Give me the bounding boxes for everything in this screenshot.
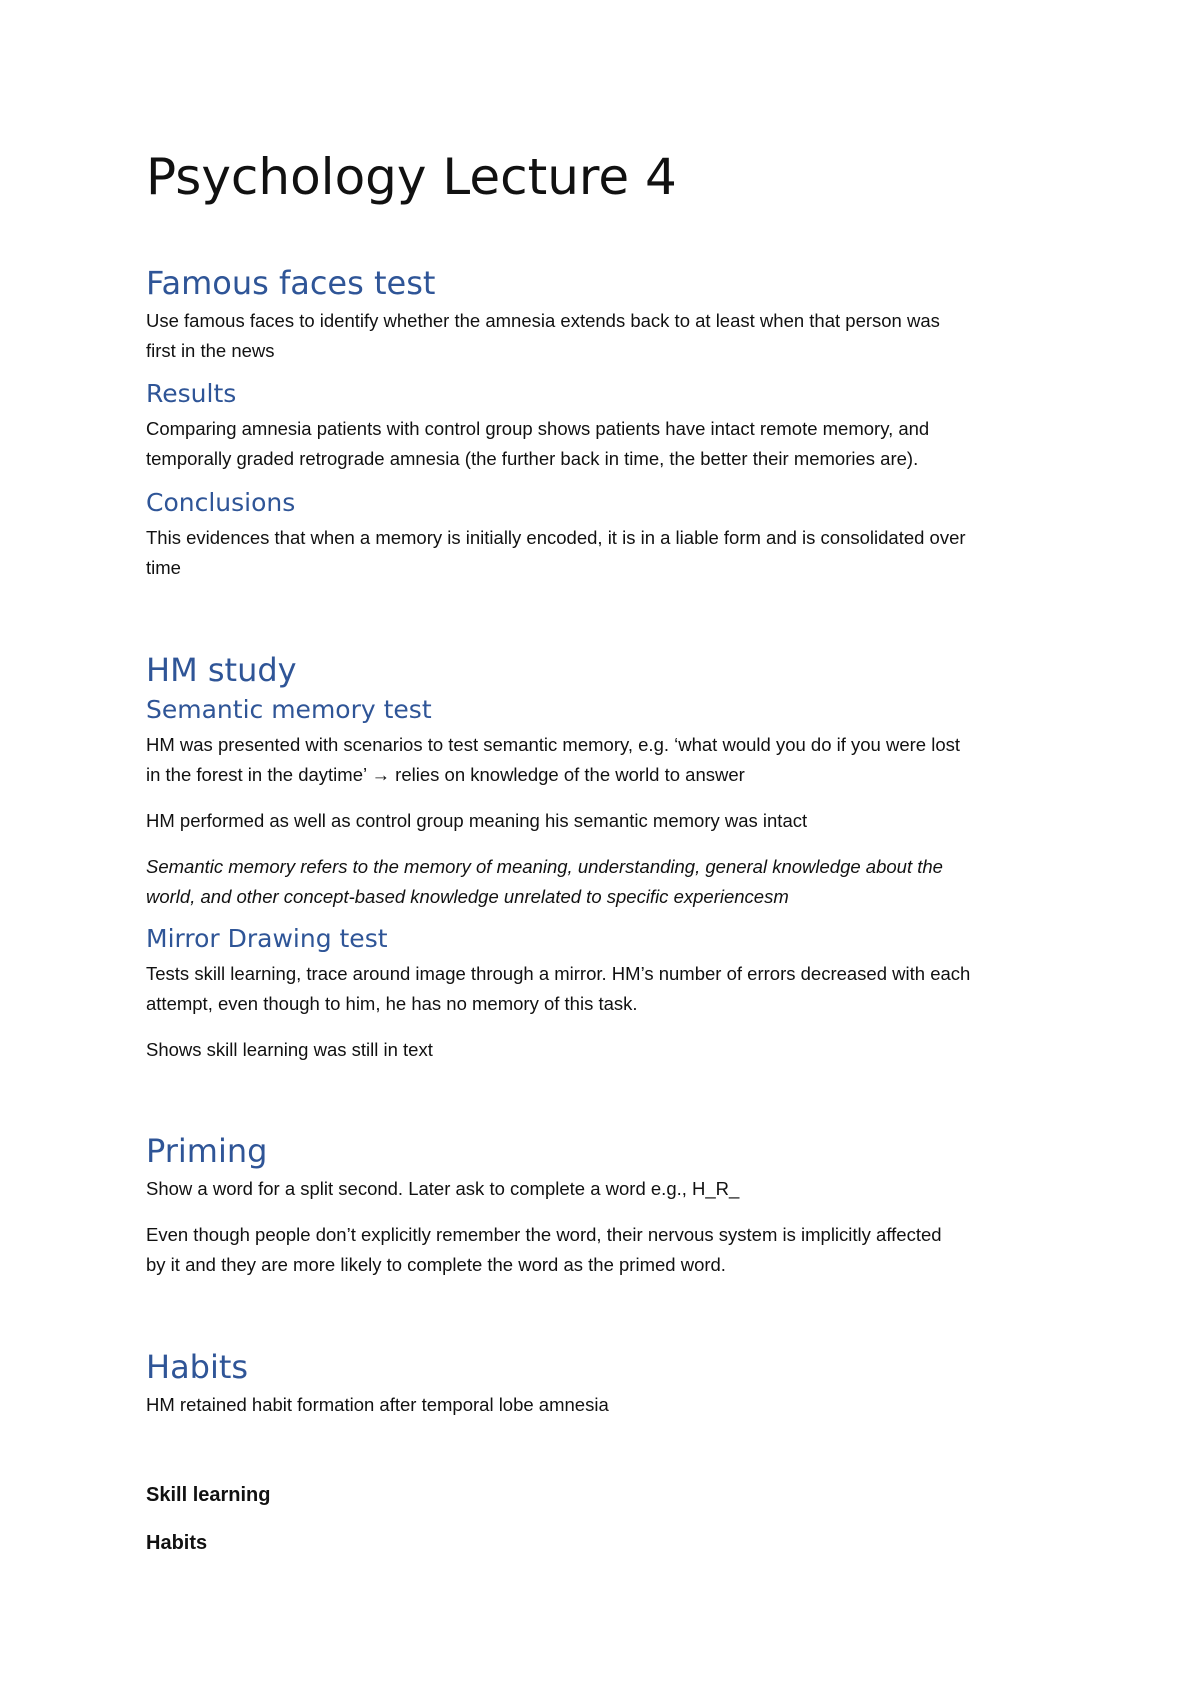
heading-famous-faces: Famous faces test: [146, 264, 436, 302]
italic-definition-line: world, and other concept-based knowledge unrelated to specific experiencesm: [146, 886, 789, 907]
heading-mirror-drawing-test: Mirror Drawing test: [146, 924, 388, 953]
page-title: Psychology Lecture 4: [146, 148, 677, 206]
paragraph-line: HM retained habit formation after temporal lobe amnesia: [146, 1394, 609, 1415]
paragraph-line: HM performed as well as control group meaning his semantic memory was intact: [146, 810, 808, 831]
heading-priming: Priming: [146, 1132, 268, 1170]
paragraph-line: This evidences that when a memory is initially encoded, it is in a liable form and is consolidated over: [146, 527, 966, 548]
paragraph-line: attempt, even though to him, he has no memory of this task.: [146, 993, 638, 1014]
heading-conclusions: Conclusions: [146, 488, 296, 517]
italic-definition-line: Semantic memory refers to the memory of meaning, understanding, general knowledge about the: [146, 856, 943, 877]
paragraph-line: time: [146, 557, 181, 578]
paragraph-line: in the forest in the daytime’ → relies on knowledge of the world to answer: [146, 764, 745, 785]
heading-habits: Habits: [146, 1348, 249, 1386]
heading-results: Results: [146, 379, 237, 408]
paragraph-line: HM was presented with scenarios to test semantic memory, e.g. ‘what would you do if you were lost: [146, 734, 961, 755]
paragraph-line: first in the news: [146, 340, 275, 361]
bold-list-item: Skill learning: [146, 1484, 271, 1506]
paragraph-line: by it and they are more likely to complete the word as the primed word.: [146, 1254, 726, 1275]
paragraph-line: temporally graded retrograde amnesia (the further back in time, the better their memories are).: [146, 448, 919, 469]
paragraph-line: Shows skill learning was still in text: [146, 1039, 433, 1060]
paragraph-line: Use famous faces to identify whether the amnesia extends back to at least when that person was: [146, 310, 940, 331]
paragraph-line: Tests skill learning, trace around image through a mirror. HM’s number of errors decreased with each: [146, 963, 971, 984]
paragraph-line: Comparing amnesia patients with control group shows patients have intact remote memory, and: [146, 418, 930, 439]
paragraph-line: Show a word for a split second. Later ask to complete a word e.g., H_R_: [146, 1178, 740, 1199]
heading-hm-study: HM study: [146, 651, 297, 689]
bold-list-item: Habits: [146, 1532, 208, 1554]
paragraph-line: Even though people don’t explicitly remember the word, their nervous system is implicitly affected: [146, 1224, 942, 1245]
heading-semantic-memory-test: Semantic memory test: [146, 695, 432, 724]
